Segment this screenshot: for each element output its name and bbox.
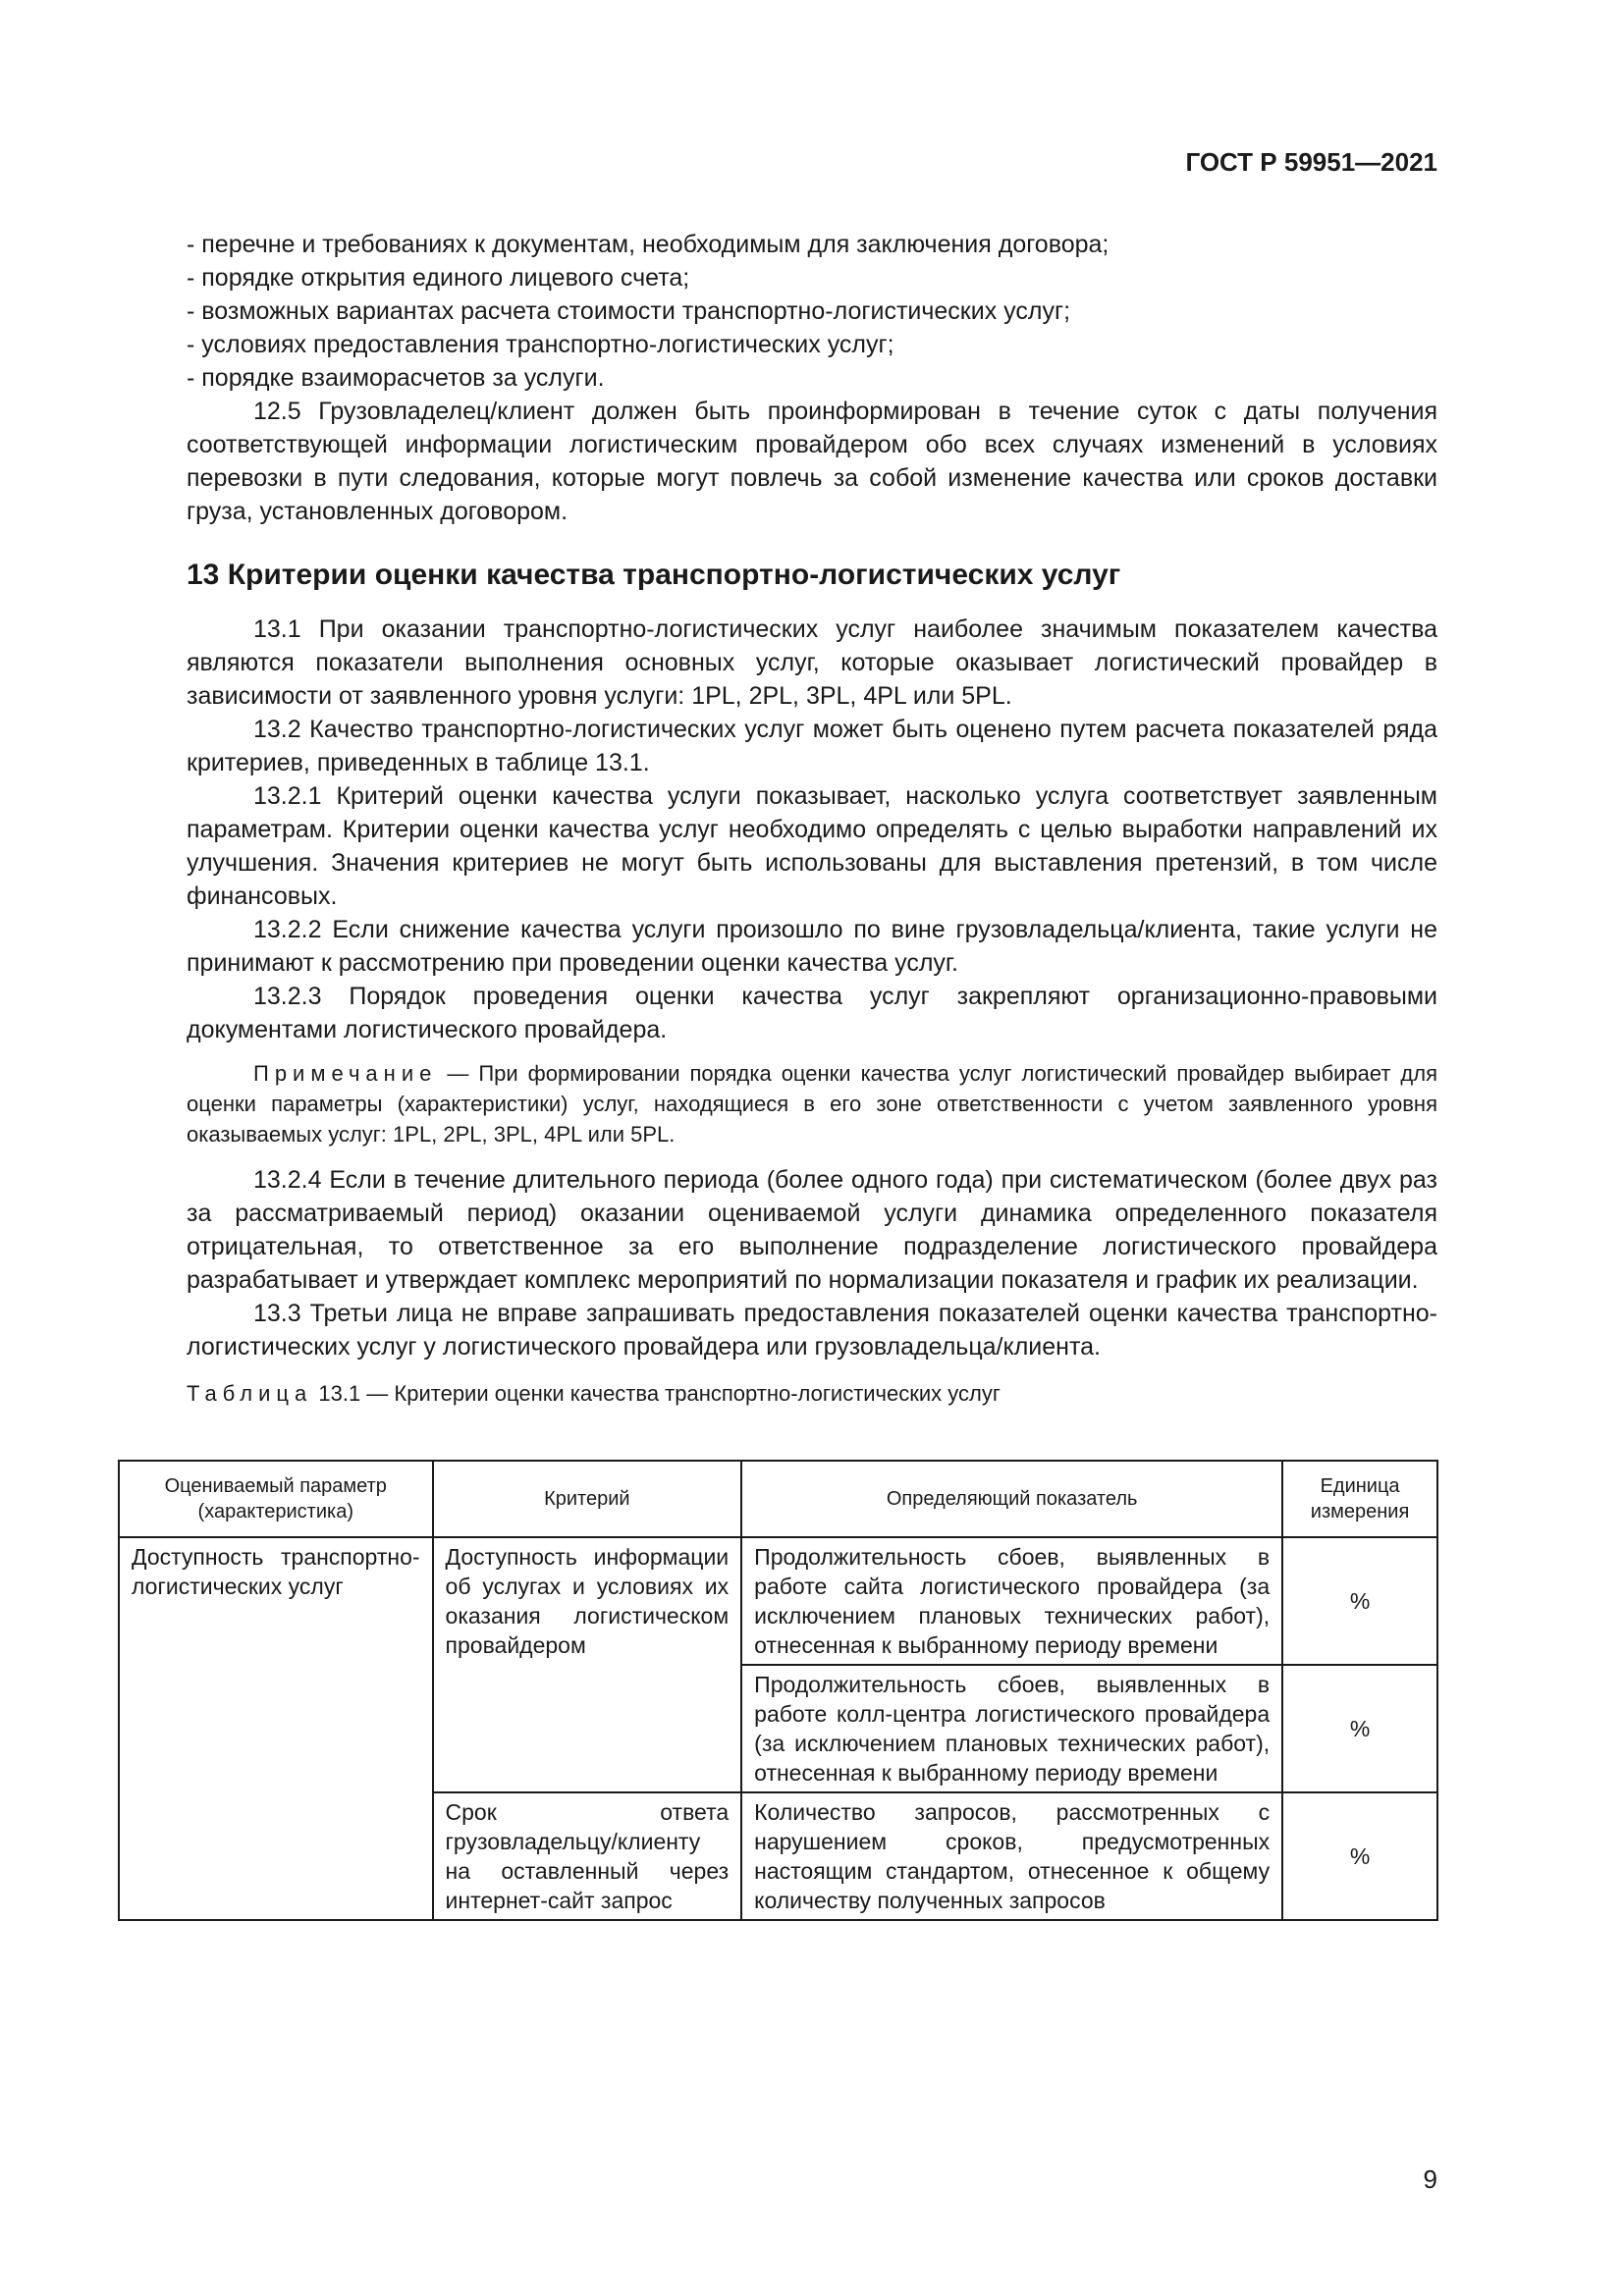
paragraph: 13.2.3 Порядок проведения оценки качества услуг закрепляют организационно-правовыми документами логистического провайдера. — [187, 983, 1437, 1043]
paragraph: 13.2.4 Если в течение длительного периода (более одного года) при систематическом (более двух раз за рассматриваемый период) оказании оцениваемой услуги динамика определенного показателя отрицательная, то ответственное за его выполнение подразделение логистического провайдера разрабатывает и утверждает комплекс мероприятий по нормализации показателя и график их реализации. — [187, 1166, 1437, 1294]
table-row — [119, 1537, 1437, 1665]
note — [187, 1058, 1437, 1149]
paragraph: 13.3 Третьи лица не вправе запрашивать предоставления показателей оценки качества транспортно-логистических услуг у логистического провайдера или грузовладельца/клиента. — [187, 1300, 1437, 1361]
header-indicator: Определяющий показатель — [741, 1461, 1282, 1537]
table-caption-text: 13.1 — Критерии оценки качества транспортно-логистических услуг — [312, 1381, 1001, 1406]
indicator-cell: Количество запросов, рассмотренных с нарушением сроков, предусмотренных настоящим стандартом, отнесенное к общему количеству полученных запросов — [741, 1792, 1282, 1920]
header-unit: Единица измерения — [1282, 1461, 1437, 1537]
table-caption-label: Таблица — [187, 1381, 313, 1406]
paragraph: 13.2 Качество транспортно-логистических услуг может быть оценено путем расчета показателей ряда критериев, приведенных в таблице 13.1. — [187, 716, 1437, 776]
paragraph-12-5: 12.5 Грузовладелец/клиент должен быть проинформирован в течение суток с даты получения соответствующей информации логистическим провайдером обо всех случаях изменений в условиях перевозки в пути следования, которые могут повлечь за собой изменение качества или сроков доставки груза, установленных договором. — [187, 398, 1437, 525]
paragraph: 13.1 При оказании транспортно-логистических услуг наиболее значимым показателем качества являются показатели выполнения основных услуг, которые оказывает логистический провайдер в зависимости от заявленного уровня услуги: 1PL, 2PL, 3PL, 4PL или 5PL. — [187, 615, 1437, 710]
paragraph: 13.2.1 Критерий оценки качества услуги показывает, насколько услуга соответствует заявленным параметрам. Критерии оценки качества услуг необходимо определять с целью выработки направлений их улучшения. Значения критериев не могут быть использованы для выставления претензий, в том числе финансовых. — [187, 782, 1437, 910]
list-item: - перечне и требованиях к документам, необходимым для заключения договора; — [187, 231, 1110, 258]
unit-cell: % — [1282, 1792, 1437, 1920]
header-parameter: Оцениваемый параметр (характеристика) — [119, 1461, 433, 1537]
page-number: 9 — [1423, 2164, 1437, 2194]
table-header-row — [119, 1461, 1437, 1537]
note-label: Примечание — [253, 1061, 438, 1086]
criteria-table-wrapper — [118, 1460, 1438, 1921]
document-body — [187, 228, 1437, 1409]
unit-cell: % — [1282, 1665, 1437, 1792]
criterion-cell: Срок ответа грузовладельцу/клиенту на оставленный через интернет-сайт запрос — [433, 1792, 742, 1920]
table-caption — [187, 1379, 1437, 1409]
section-title: 13 Критерии оценки качества транспортно-логистических услуг — [187, 559, 1121, 591]
document-header: ГОСТ Р 59951—2021 — [1185, 147, 1437, 177]
list-item: - возможных вариантах расчета стоимости транспортно-логистических услуг; — [187, 297, 1071, 325]
indicator-cell: Продолжительность сбоев, выявленных в работе колл-центра логистического провайдера (за исключением плановых технических работ), отнесенная к выбранному периоду времени — [741, 1665, 1282, 1792]
header-criterion: Критерий — [433, 1461, 742, 1537]
criteria-table — [118, 1460, 1438, 1921]
list-item: - порядке открытия единого лицевого счета; — [187, 264, 690, 292]
criterion-cell: Доступность информации об услугах и условиях их оказания логистическом провайдером — [433, 1537, 742, 1792]
note-text: — При формировании порядка оценки качества услуг логистический провайдер выбирает для оценки параметры (характеристики) услуг, находящиеся в его зоне ответственности с учетом заявленного уровня оказываемых услуг: 1PL, 2PL, 3PL, 4PL или 5PL. — [187, 1061, 1437, 1147]
parameter-cell: Доступность транспортно-логистических услуг — [119, 1537, 433, 1920]
paragraph: 13.2.2 Если снижение качества услуги произошло по вине грузовладельца/клиента, такие услуги не принимают к рассмотрению при проведении оценки качества услуг. — [187, 916, 1437, 977]
unit-cell: % — [1282, 1537, 1437, 1665]
indicator-cell: Продолжительность сбоев, выявленных в работе сайта логистического провайдера (за исключением плановых технических работ), отнесенная к выбранному периоду времени — [741, 1537, 1282, 1665]
list-item: - порядке взаиморасчетов за услуги. — [187, 364, 605, 392]
list-item: - условиях предоставления транспортно-логистических услуг; — [187, 331, 894, 358]
